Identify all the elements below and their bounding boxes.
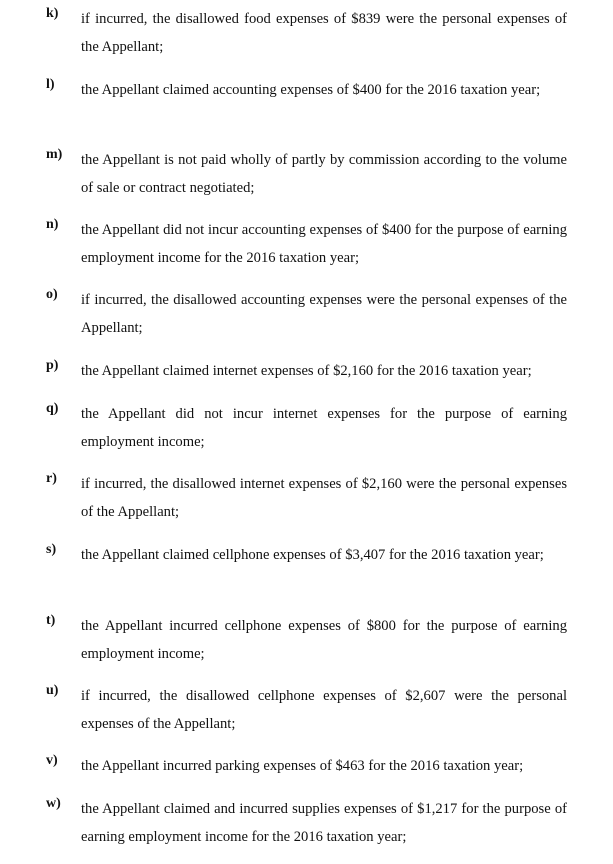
item-label: l) [46, 77, 55, 92]
item-text: the Appellant claimed cellphone expenses of $3,407 for the 2016 taxation year; [81, 547, 544, 563]
item-text: if incurred, the disallowed food expenses of $839 were the personal expenses of the Appellant; [81, 11, 567, 55]
item-text: if incurred, the disallowed internet expenses of $2,160 were the personal expenses of the Appellant; [81, 476, 567, 520]
item-text: the Appellant claimed internet expenses of $2,160 for the 2016 taxation year; [81, 363, 532, 379]
item-text: the Appellant claimed and incurred supplies expenses of $1,217 for the purpose of earning employment income for the 2016 taxation year; [81, 801, 567, 845]
item-label: r) [46, 471, 57, 486]
item-label: k) [46, 6, 59, 21]
item-text: the Appellant did not incur accounting expenses of $400 for the purpose of earning employment income for the 2016 taxation year; [81, 222, 567, 266]
item-label: w) [46, 796, 61, 811]
item-text: if incurred, the disallowed accounting expenses were the personal expenses of the Appellant; [81, 292, 567, 336]
item-text: the Appellant is not paid wholly of partly by commission according to the volume of sale or contract negotiated; [81, 152, 567, 196]
item-label: v) [46, 753, 58, 768]
item-label: m) [46, 147, 63, 162]
item-text: the Appellant incurred cellphone expenses of $800 for the purpose of earning employment income; [81, 618, 567, 662]
item-label: q) [46, 401, 59, 416]
item-label: n) [46, 217, 59, 232]
item-label: s) [46, 542, 57, 557]
item-label: p) [46, 358, 59, 373]
item-label: o) [46, 287, 58, 302]
item-text: the Appellant did not incur internet expenses for the purpose of earning employment income; [81, 406, 567, 450]
item-text: the Appellant incurred parking expenses of $463 for the 2016 taxation year; [81, 758, 524, 774]
item-text: the Appellant claimed accounting expenses of $400 for the 2016 taxation year; [81, 82, 541, 98]
item-text: if incurred, the disallowed cellphone expenses of $2,607 were the personal expenses of the Appellant; [81, 688, 567, 732]
item-label: t) [46, 613, 56, 628]
item-label: u) [46, 683, 59, 698]
